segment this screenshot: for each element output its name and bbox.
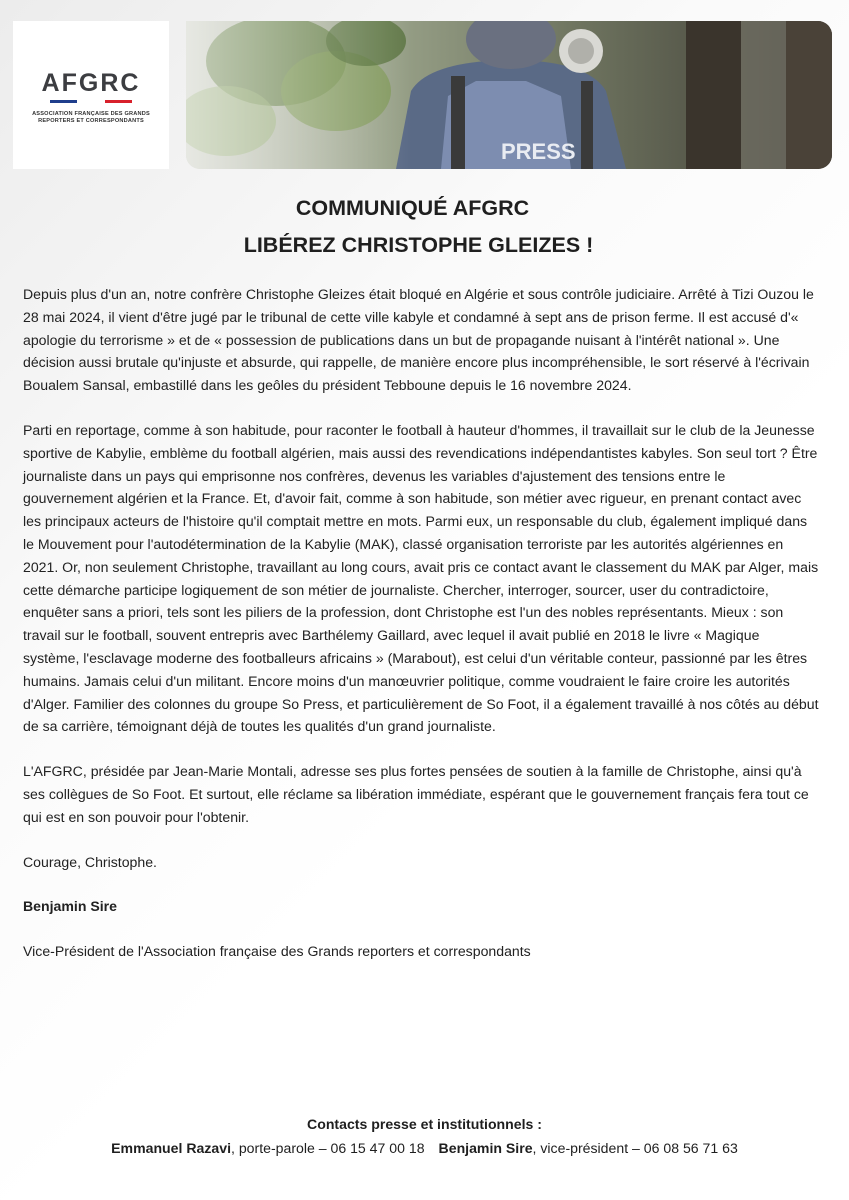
contacts-heading: Contacts presse et institutionnels : xyxy=(307,1116,542,1132)
header-photo xyxy=(186,21,832,169)
logo-acronym: AFGRC xyxy=(41,69,141,97)
paragraph-2: Parti en reportage, comme à son habitude, pour raconter le football à hauteur d'hommes, il travaillait sur le club de la Jeunesse sportive de Kabylie, emblème du football algérien, mais aussi des revendications indépendantistes kabyles. Son seul tort ? Être journaliste dans un pays qui emprisonne nos confrères, devenus les variables d'ajustement des tensions entre le gouvernement algérien et la France. Et, d'avoir fait, comme à son habitude, son métier avec rigueur, en prenant contact avec les principaux acteurs de l'histoire qu'il comptait mettre en mots. Parmi eux, un responsable du club, également impliqué dans le Mouvement pour l'autodétermination de la Kabylie (MAK), classé organisation terroriste par les autorités algériennes en 2021. Or, non seulement Christophe, travaillant au long cours, avait pris ce contact avant le classement du MAK par Alger, mais cette démarche participe logiquement de son métier de journaliste. Chercher, interroger, sourcer, user du contradictoire, enquêter sans a priori, tels sont les piliers de la profession, dont Christophe est l'un des nobles représentants. Mieux : son travail sur le football, souvent entrepris avec Barthélemy Gaillard, avec lequel il avait publié en 2018 le livre « Magique système, l'esclavage moderne des footballeurs africains » (Marabout), est celui d'un véritable conteur, passionné par les êtres humains. Jamais celui d'un militant. Encore moins d'un manœuvrier politique, comme voudraient le faire croire les autorités d'Alger. Familier des colonnes du groupe So Press, et particulièrement de So Foot, il a également travaillé à nos côtés au début de sa carrière, témoignant déjà de toutes les qualités d'un grand journaliste. xyxy=(23,421,819,735)
contacts-line xyxy=(0,1136,849,1160)
page-title-line2: LIBÉREZ CHRISTOPHE GLEIZES ! xyxy=(243,233,594,257)
contact-2-details: , vice-président – 06 08 56 71 63 xyxy=(532,1140,738,1156)
logo-tricolor-bar xyxy=(50,100,132,103)
press-contacts xyxy=(0,1112,849,1160)
closing-line: Courage, Christophe. xyxy=(23,853,157,870)
communique-body xyxy=(23,283,819,985)
paragraph-1: Depuis plus d'un an, notre confrère Christophe Gleizes était bloqué en Algérie et sous contrôle judiciaire. Arrêté à Tizi Ouzou le 28 mai 2024, il vient d'être jugé par le tribunal de cette ville kabyle et condamné à sept ans de prison ferme. Il est accusé d'« apologie du terrorisme » et de « possession de publications dans un but de propagande nuisant à l'intérêt national ». Une décision aussi brutale qu'injuste et absurde, qui rappelle, de manière encore plus incompréhensible, le sort réservé à l'écrivain Boualem Sansal, embastillé dans les geôles du président Tebboune depuis le 16 novembre 2024. xyxy=(23,286,814,394)
logo-full-name: ASSOCIATION FRANÇAISE DES GRANDS REPORTERS ET CORRESPONDANTS xyxy=(32,111,150,124)
contact-2-name: Benjamin Sire xyxy=(438,1140,533,1156)
signature-name: Benjamin Sire xyxy=(23,898,117,915)
paragraph-3: L'AFGRC, présidée par Jean-Marie Montali, adresse ses plus fortes pensées de soutien à la famille de Christophe, ainsi qu'à ses collègues de So Foot. Et surtout, elle réclame sa libération immédiate, espérant que le gouvernement français fera tout ce qui est en son pouvoir pour l'obtenir. xyxy=(23,763,809,825)
signature-role: Vice-Président de l'Association française des Grands reporters et correspondants xyxy=(23,943,531,960)
afgrc-logo xyxy=(13,21,169,169)
page-title-line1: COMMUNIQUÉ AFGRC xyxy=(295,196,530,220)
contact-1-details: , porte-parole – 06 15 47 00 18 xyxy=(231,1140,425,1156)
contact-1-name: Emmanuel Razavi xyxy=(111,1140,231,1156)
